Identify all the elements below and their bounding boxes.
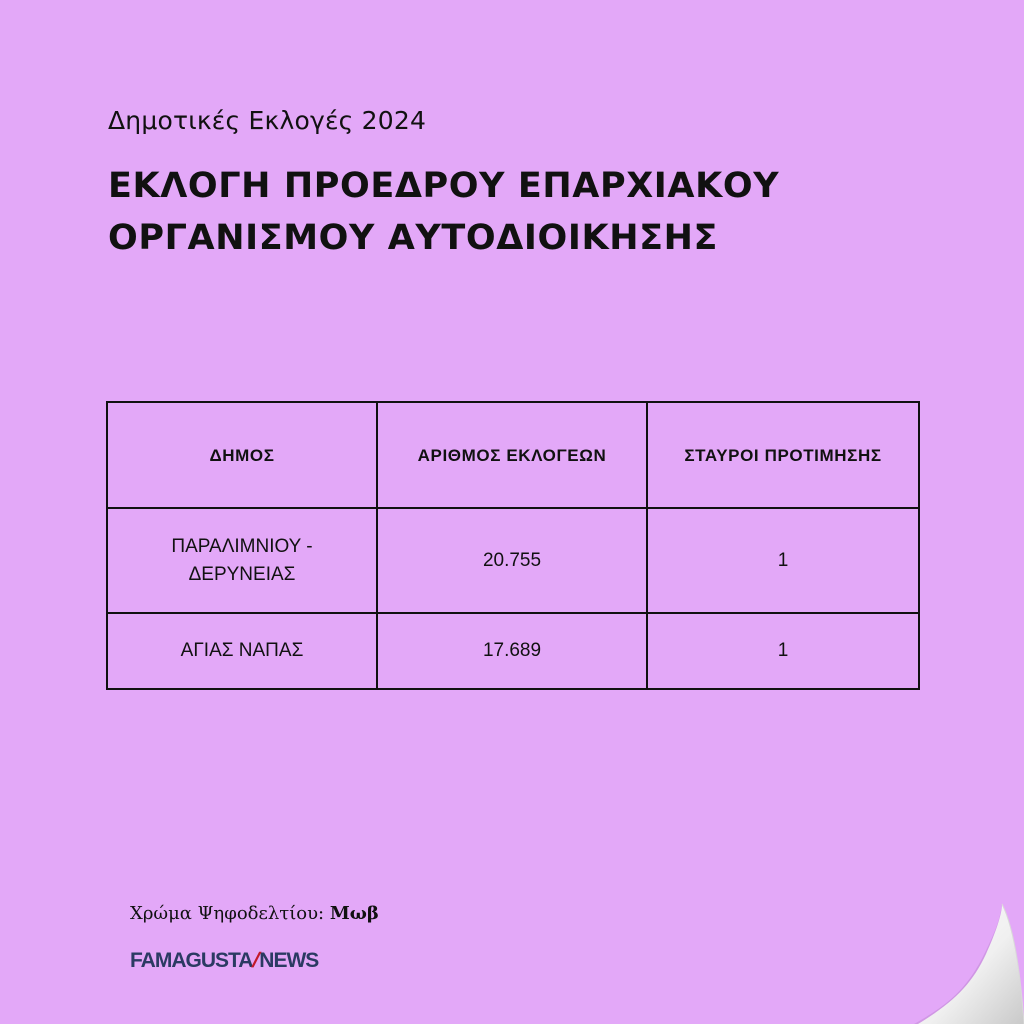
ballot-color-note <box>130 903 379 924</box>
cell-voters: 20.755 <box>377 508 647 613</box>
table-header-row <box>107 402 919 508</box>
cell-municipality: ΑΓΙΑΣ ΝΑΠΑΣ <box>107 613 377 689</box>
table-row <box>107 508 919 613</box>
title-line-2: ΟΡΓΑΝΙΣΜΟΥ ΑΥΤΟΔΙΟΙΚΗΣΗΣ <box>108 218 718 258</box>
page-title <box>108 160 928 264</box>
subtitle: Δημοτικές Εκλογές 2024 <box>108 106 427 135</box>
cell-preference-votes: 1 <box>647 508 919 613</box>
page-curl-decoration <box>874 874 1024 1024</box>
cell-voters: 17.689 <box>377 613 647 689</box>
table-row <box>107 613 919 689</box>
title-line-1: ΕΚΛΟΓΗ ΠΡΟΕΔΡΟΥ ΕΠΑΡΧΙΑΚΟΥ <box>108 166 780 206</box>
ballot-color-value: Μωβ <box>329 903 379 924</box>
logo-slash-mark: / <box>249 949 263 972</box>
ballot-color-label: Χρώμα Ψηφοδελτίου: <box>130 903 325 924</box>
column-header-voters: ΑΡΙΘΜΟΣ ΕΚΛΟΓΕΩΝ <box>377 402 647 508</box>
cell-preference-votes: 1 <box>647 613 919 689</box>
famagusta-news-logo <box>130 949 318 973</box>
column-header-preference-votes: ΣΤΑΥΡΟΙ ΠΡΟΤΙΜΗΣΗΣ <box>647 402 919 508</box>
logo-text-news: NEWS <box>259 949 319 972</box>
results-table <box>106 401 920 690</box>
cell-municipality: ΠΑΡΑΛΙΜΝΙΟΥ - ΔΕΡΥΝΕΙΑΣ <box>107 508 377 613</box>
logo-text-famagusta: FAMAGUSTA <box>130 949 253 972</box>
column-header-municipality: ΔΗΜΟΣ <box>107 402 377 508</box>
